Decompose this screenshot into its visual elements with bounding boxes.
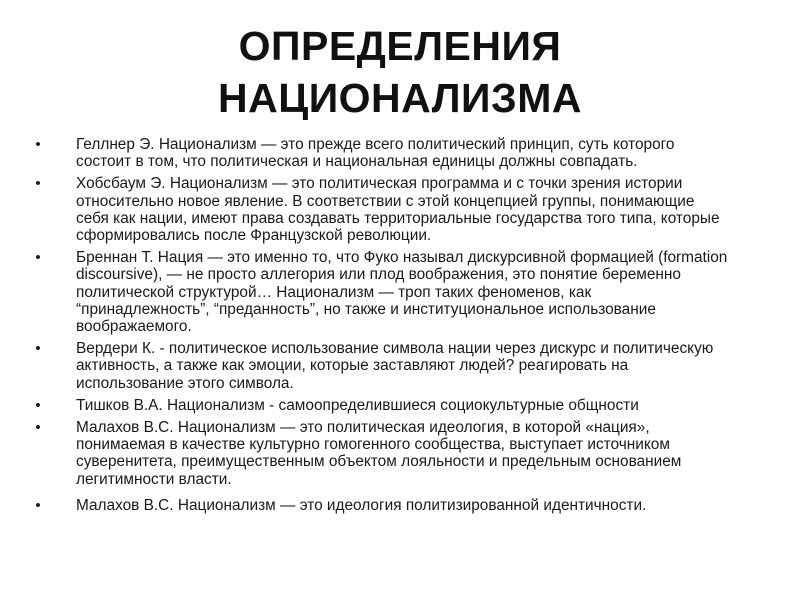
title-line-2: НАЦИОНАЛИЗМА [218, 75, 582, 121]
list-item-text: Малахов В.С. Национализм — это идеология политизированной идентичности. [76, 496, 647, 514]
bullet-icon: • [35, 419, 41, 437]
list-item-gellner [28, 136, 728, 170]
list-item-text: Бреннан Т. Нация — это именно то, что Фуко называл дискурсивной формацией (formation discoursive), — не просто аллегория или плод воображения, это понятие беременно политической структурой… Национализм — троп таких феноменов, как “принадлежность”, “преданность”, но также и институциональное использование воображаемого. [76, 249, 728, 336]
list-item-malakhov-2 [28, 496, 728, 516]
list-item-text: Тишков В.А. Национализм - самоопределившиеся социокультурные общности [76, 396, 639, 414]
page-title [0, 20, 800, 124]
bullet-icon: • [35, 136, 41, 153]
list-item-brennan [28, 249, 728, 335]
bullet-icon: • [35, 249, 41, 267]
list-item-hobsbawm [28, 175, 728, 244]
title-line-1: ОПРЕДЕЛЕНИЯ [238, 23, 562, 69]
list-item-text: Малахов В.С. Национализм — это политическая идеология, в которой «нация», понимаемая в качестве культурно гомогенного сообщества, выступает источником суверенитета, преимущественным объектом лояльности и предельным основанием легитимности власти. [76, 419, 682, 488]
bullet-icon: • [35, 175, 41, 193]
list-item-tishkov [28, 397, 728, 414]
list-item-text: Геллнер Э. Национализм — это прежде всего политический принцип, суть которого состоит в том, что политическая и национальная единицы должны совпадать. [76, 136, 675, 171]
bullet-icon: • [35, 340, 41, 358]
bullet-icon: • [35, 496, 41, 514]
list-item-malakhov-1 [28, 419, 728, 488]
list-item-text: Хобсбаум Э. Национализм — это политическая программа и с точки зрения истории относительно новое явление. В соответствии с этой концепцией группы, понимающие себя как нации, имеют права создавать территориальные государства того типа, которые сформировались после Французской революции. [76, 175, 720, 245]
bullet-icon: • [35, 396, 41, 414]
definitions-list [28, 136, 728, 521]
list-item-verdery [28, 340, 728, 392]
list-item-text: Вердери К. - политическое использование символа нации через дискурс и политическую активность, а также как эмоции, которые заставляют людей? реагировать на использование этого символа. [76, 340, 714, 392]
